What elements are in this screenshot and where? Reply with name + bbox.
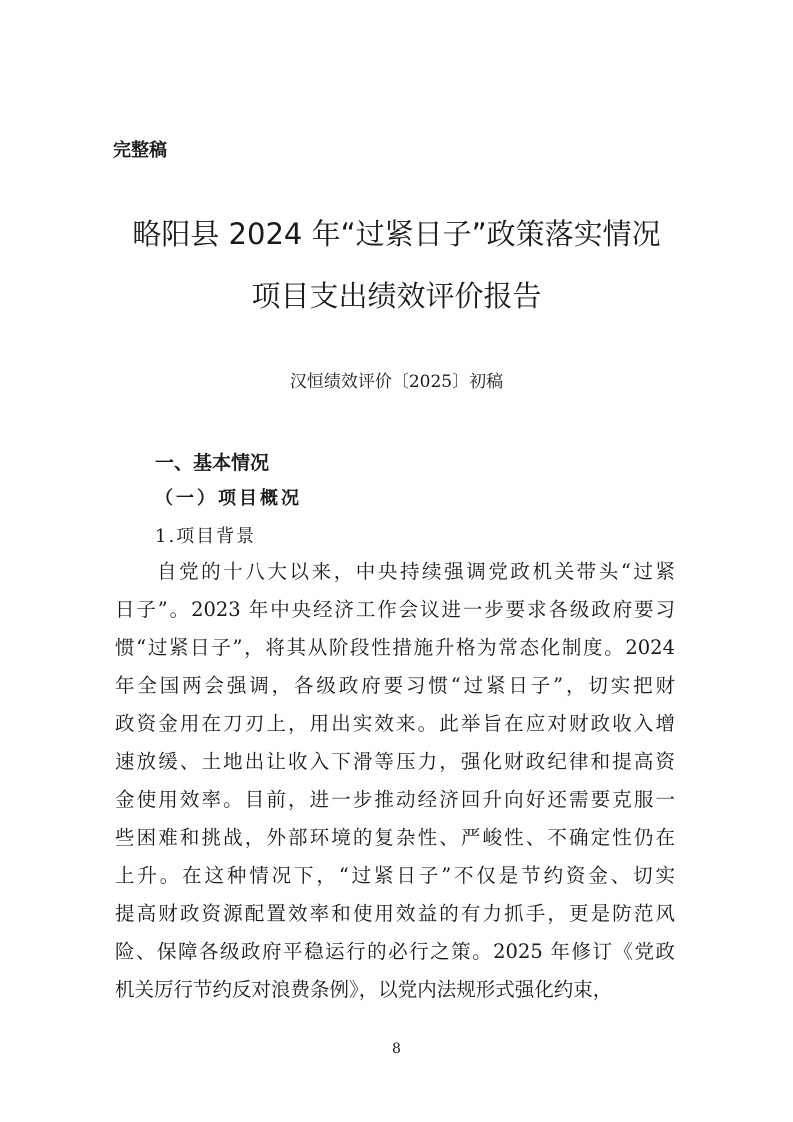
paragraph-line: 金使用效率。目前，进一步推动经济回升向好还需要克服一 <box>115 788 675 811</box>
paragraph-line: 日子”。2023 年中央经济工作会议进一步要求各级政府要习 <box>115 598 675 621</box>
paragraph-line: 些困难和挑战，外部环境的复杂性、严峻性、不确定性仍在 <box>115 826 675 849</box>
paragraph-line: 政资金用在刀刃上，用出实效来。此举旨在应对财政收入增 <box>115 712 675 735</box>
subsection-heading-project-overview: （一）项目概况 <box>155 488 302 509</box>
item-heading-project-background: 1.项目背景 <box>155 526 257 547</box>
report-title-line-2: 项目支出绩效评价报告 <box>251 279 542 313</box>
document-number: 汉恒绩效评价〔2025〕初稿 <box>289 372 504 392</box>
paragraph-line: 年全国两会强调，各级政府要习惯“过紧日子”，切实把财 <box>115 674 675 697</box>
section-heading-basic-info: 一、基本情况 <box>155 452 270 474</box>
paragraph-line: 上升。在这种情况下，“过紧日子”不仅是节约资金、切实 <box>115 864 675 887</box>
paragraph-line: 惯“过紧日子”，将其从阶段性措施升格为常态化制度。2024 <box>115 636 675 659</box>
paragraph-line: 机关厉行节约反对浪费条例》，以党内法规形式强化约束， <box>115 978 613 1001</box>
paragraph-line: 提高财政资源配置效率和使用效益的有力抓手，更是防范风 <box>115 902 675 925</box>
report-title-line-1: 略阳县 2024 年“过紧日子”政策落实情况 <box>132 217 661 251</box>
paragraph-line: 速放缓、土地出让收入下滑等压力，强化财政纪律和提高资 <box>115 750 675 773</box>
draft-status-label: 完整稿 <box>113 140 167 161</box>
page-number: 8 <box>392 1041 401 1057</box>
paragraph-line: 自党的十八大以来，中央持续强调党政机关带头“过紧 <box>157 560 675 583</box>
paragraph-line: 险、保障各级政府平稳运行的必行之策。2025 年修订《党政 <box>115 940 675 963</box>
